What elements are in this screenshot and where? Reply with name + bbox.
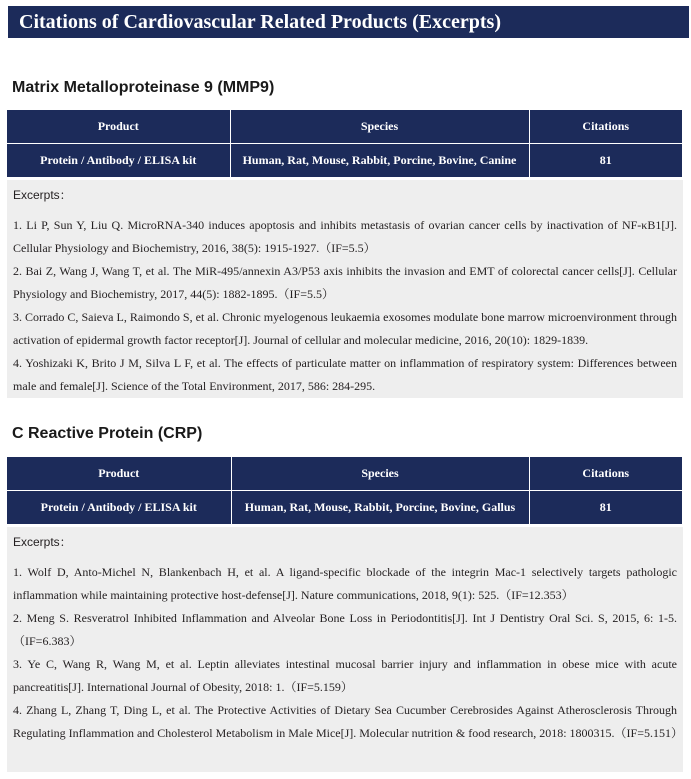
cell-species: Human, Rat, Mouse, Rabbit, Porcine, Bovine, Gallus	[231, 491, 529, 525]
product-table-crp	[7, 457, 682, 525]
header-product: Product	[7, 457, 231, 491]
product-table-mmp9	[7, 110, 682, 178]
excerpts-box-crp	[7, 527, 683, 772]
header-species: Species	[231, 457, 529, 491]
cell-citations: 81	[529, 144, 682, 178]
section-title-mmp9: Matrix Metalloproteinase 9 (MMP9)	[12, 79, 275, 96]
reference-item: 1. Wolf D, Anto-Michel N, Blankenbach H, et al. A ligand-specific blockade of the integrin Mac-1 selectively targets pathologic inflammation while maintaining protective host-defense[J]. Nature communications, 2018, 9(1): 525.（IF=12.353）	[13, 565, 677, 602]
table-row	[7, 144, 682, 178]
excerpts-box-mmp9	[7, 180, 683, 398]
header-species: Species	[230, 110, 529, 144]
cell-product: Protein / Antibody / ELISA kit	[7, 144, 230, 178]
excerpts-label: Excerpts：	[13, 188, 72, 202]
section-title-crp: C Reactive Protein (CRP)	[12, 425, 203, 442]
cell-citations: 81	[529, 491, 682, 525]
cell-product: Protein / Antibody / ELISA kit	[7, 491, 231, 525]
reference-item: 3. Corrado C, Saieva L, Raimondo S, et al. Chronic myelogenous leukaemia exosomes modulate bone marrow microenvironment through activation of epidermal growth factor receptor[J]. Journal of cellular and molecular medicine, 2016, 20(10): 1829-1839.	[13, 310, 677, 347]
reference-item: 1. Li P, Sun Y, Liu Q. MicroRNA-340 induces apoptosis and inhibits metastasis of ovarian cancer cells by inactivation of NF-κB1[J]. Cellular Physiology and Biochemistry, 2016, 38(5): 1915-1927.（IF=5.5）	[13, 218, 677, 255]
cell-species: Human, Rat, Mouse, Rabbit, Porcine, Bovine, Canine	[230, 144, 529, 178]
header-citations: Citations	[529, 457, 682, 491]
page-banner-title: Citations of Cardiovascular Related Products (Excerpts)	[8, 6, 689, 38]
reference-item: 3. Ye C, Wang R, Wang M, et al. Leptin alleviates intestinal mucosal barrier injury and inflammation in obese mice with acute pancreatitis[J]. International Journal of Obesity, 2018: 1.（IF=5.159）	[13, 657, 677, 694]
table-header-row	[7, 457, 682, 491]
reference-item: 2. Meng S. Resveratrol Inhibited Inflammation and Alveolar Bone Loss in Periodontitis[J]. Int J Dentistry Oral Sci. S, 2015, 6: 1-5.（IF=6.383）	[13, 611, 677, 648]
header-product: Product	[7, 110, 230, 144]
reference-item: 2. Bai Z, Wang J, Wang T, et al. The MiR-495/annexin A3/P53 axis inhibits the invasion and EMT of colorectal cancer cells[J]. Cellular Physiology and Biochemistry, 2017, 44(5): 1882-1895.（IF=5.5）	[13, 264, 677, 301]
reference-item: 4. Yoshizaki K, Brito J M, Silva L F, et al. The effects of particulate matter on inflammation of respiratory system: Differences between male and female[J]. Science of the Total Environment, 2017, 586: 284-295.	[13, 356, 677, 393]
table-row	[7, 491, 682, 525]
table-header-row	[7, 110, 682, 144]
excerpts-label: Excerpts：	[13, 535, 72, 549]
reference-item: 4. Zhang L, Zhang T, Ding L, et al. The Protective Activities of Dietary Sea Cucumber Cerebrosides Against Atherosclerosis Through Regulating Inflammation and Cholesterol Metabolism in Male Mice[J]. Molecular nutrition & food research, 2018: 1800315.（IF=5.151）	[13, 703, 683, 740]
header-citations: Citations	[529, 110, 682, 144]
